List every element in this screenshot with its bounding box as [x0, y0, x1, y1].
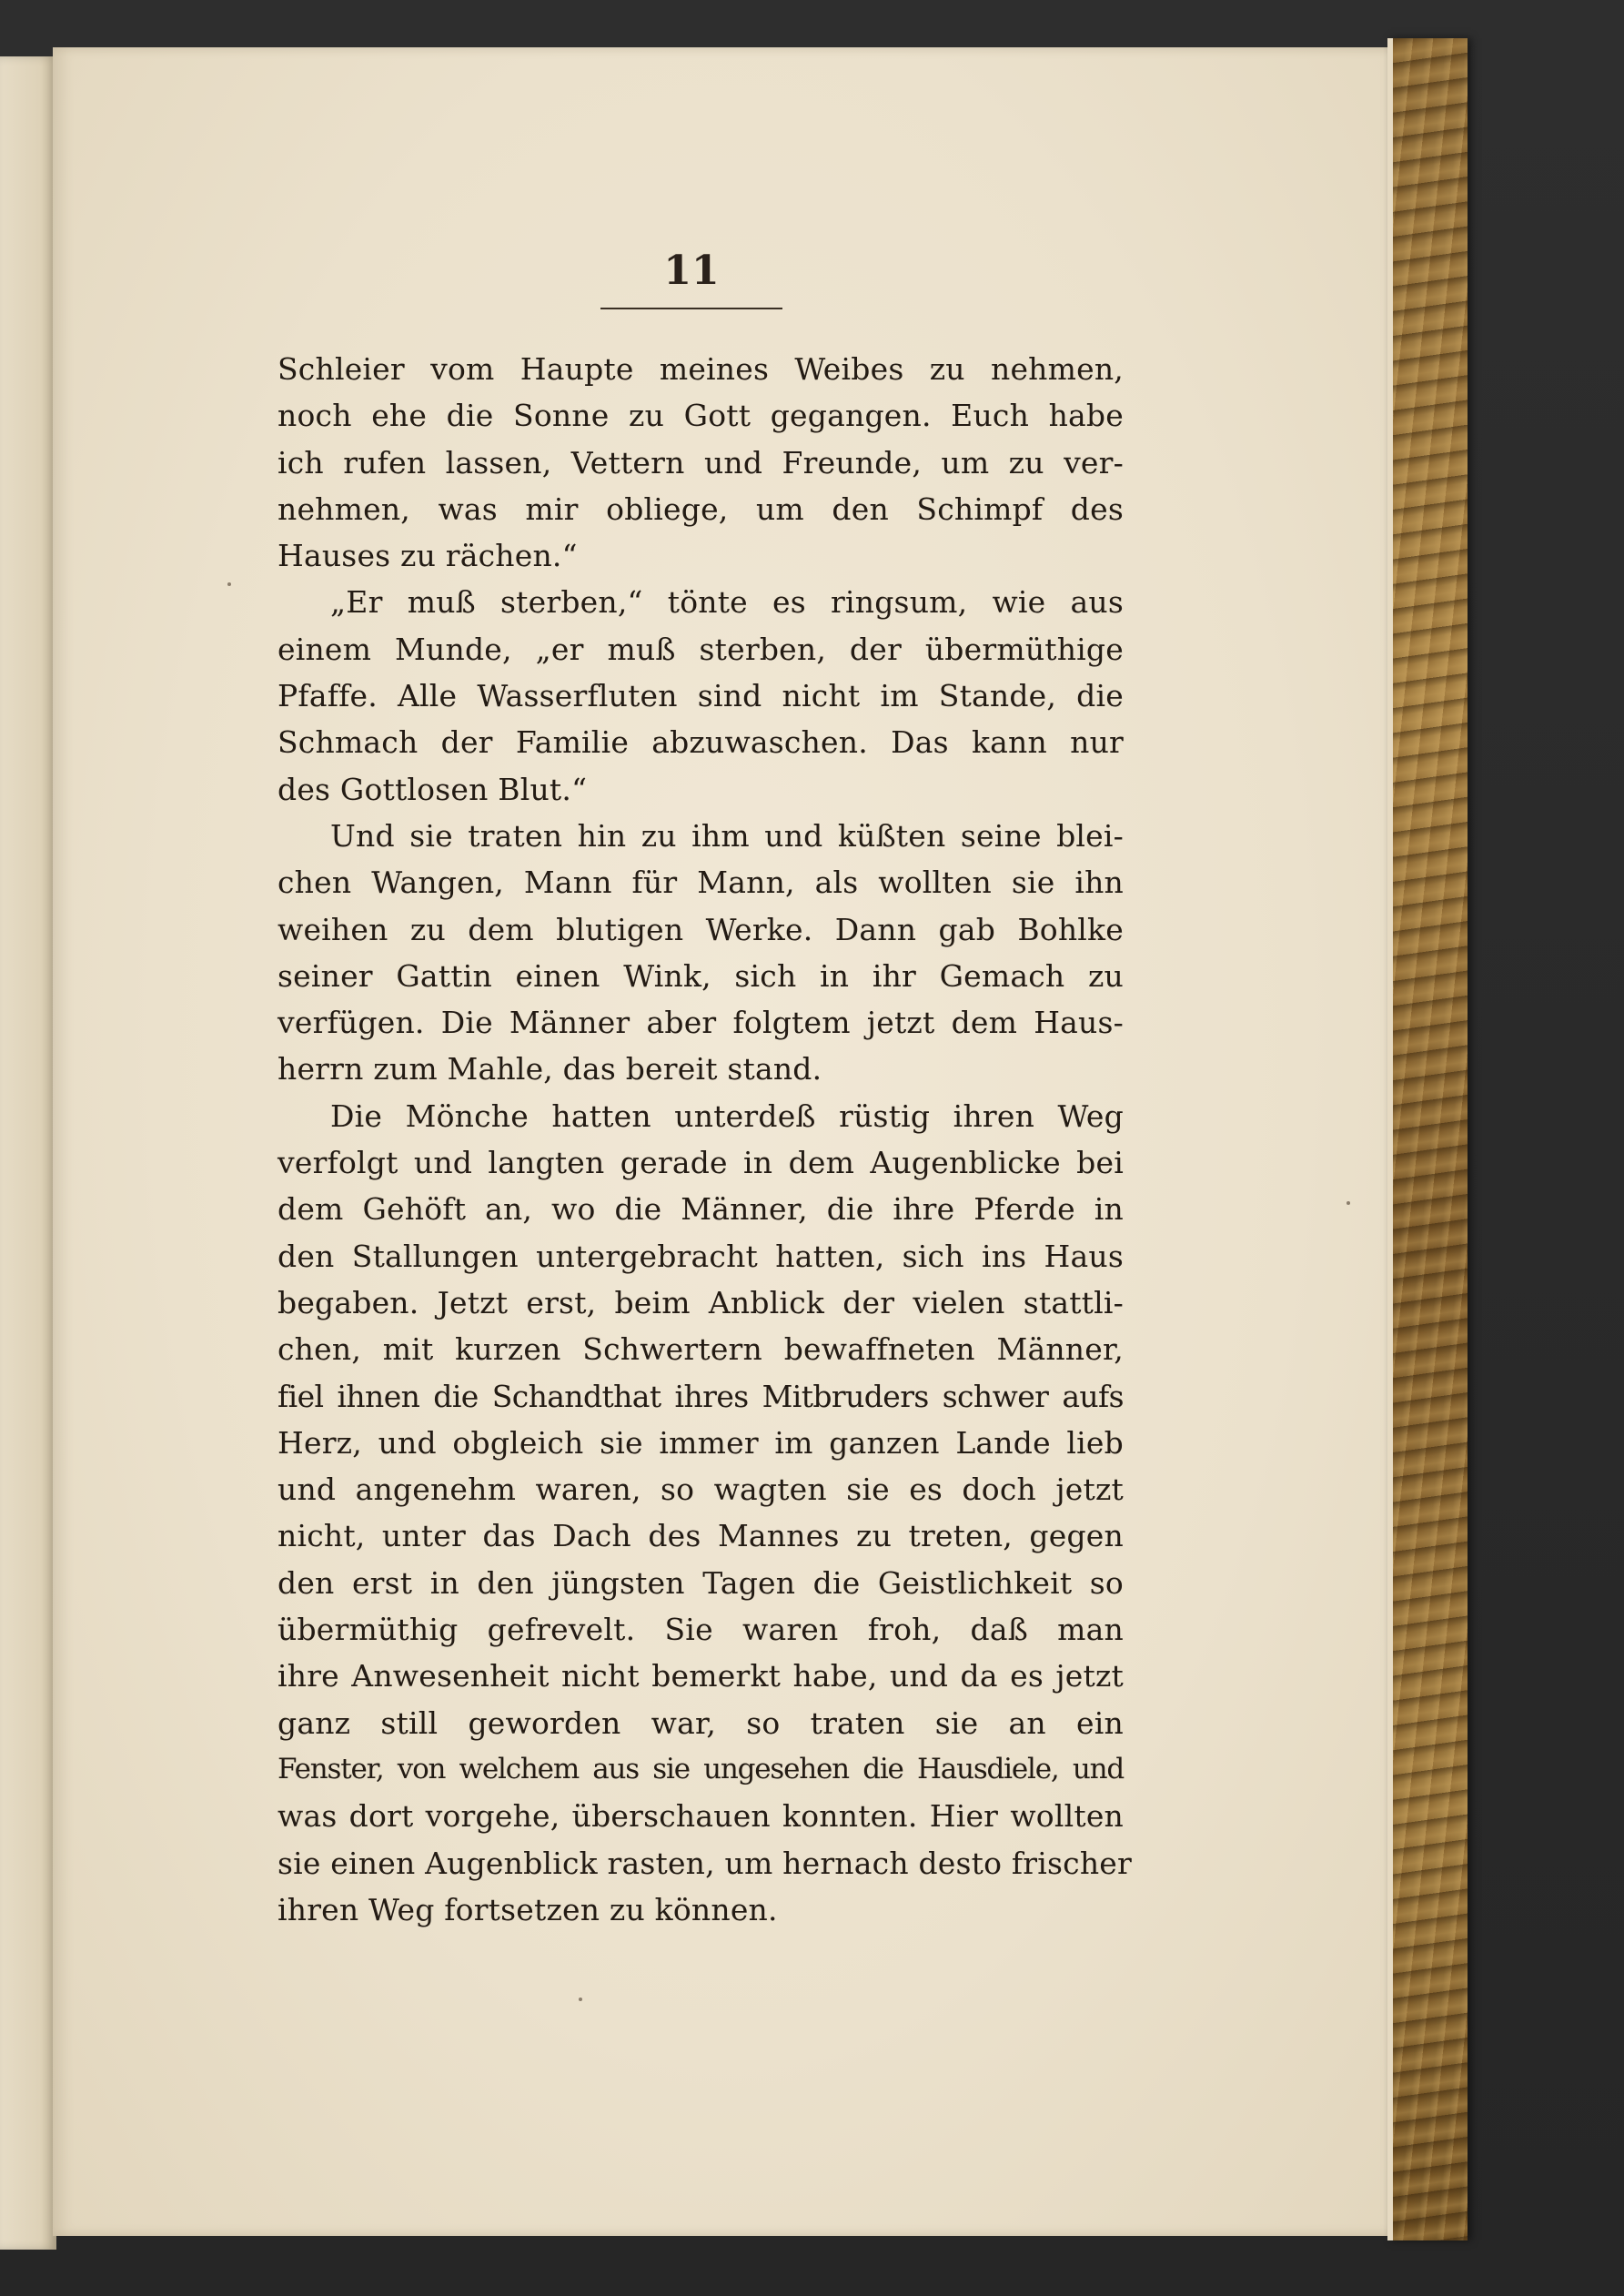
text-line: ihren Weg fortsetzen zu können. [277, 1891, 778, 1927]
text-line: Fenster, von welchem aus sie ungesehen die Hausdiele, und [277, 1752, 1124, 1785]
paper-speck [579, 1998, 582, 2001]
paper-speck [227, 582, 231, 586]
page-number: 11 [663, 248, 720, 294]
text-line: weihen zu dem blutigen Werke. Dann gab Bohlke [277, 911, 1124, 947]
text-line: begaben. Jetzt erst, beim Anblick der vielen stattli- [277, 1284, 1124, 1320]
text-line: was dort vorgehe, überschauen konnten. Hier wollten [277, 1798, 1124, 1835]
text-line: verfügen. Die Männer aber folgtem jetzt dem Haus- [277, 1005, 1124, 1041]
marbled-cover-edge [1387, 38, 1468, 2240]
text-line: Hauses zu rächen.“ [277, 538, 578, 574]
text-line: noch ehe die Sonne zu Gott gegangen. Euch habe [277, 398, 1124, 434]
text-line: einem Munde, „er muß sterben, der übermüthige [277, 631, 1124, 667]
body-text [277, 346, 1132, 1933]
text-line: ich rufen lassen, Vettern und Freunde, um zu ver- [277, 444, 1124, 480]
text-line: Herz, und obgleich sie immer im ganzen Lande lieb [277, 1424, 1124, 1461]
text-line: herrn zum Mahle, das bereit stand. [277, 1051, 822, 1087]
text-line: nicht, unter das Dach des Mannes zu treten, gegen [277, 1518, 1124, 1554]
text-line: übermüthig gefrevelt. Sie waren froh, daß man [277, 1612, 1124, 1648]
text-line: Die Mönche hatten unterdeß rüstig ihren Weg [330, 1097, 1124, 1134]
page-number-rule [600, 308, 782, 309]
text-line: verfolgt und langten gerade in dem Augenblicke bei [277, 1145, 1124, 1181]
text-line: Pfaffe. Alle Wasserfluten sind nicht im Stande, die [277, 678, 1124, 714]
text-line: ganz still geworden war, so traten sie an ein [277, 1704, 1124, 1741]
text-line: nehmen, was mir obliege, um den Schimpf des [277, 491, 1124, 527]
text-line: den erst in den jüngsten Tagen die Geistlichkeit so [277, 1564, 1124, 1601]
text-line: chen Wangen, Mann für Mann, als wollten sie ihn [277, 865, 1124, 901]
text-line: Schmach der Familie abzuwaschen. Das kann nur [277, 724, 1124, 761]
text-line: seiner Gattin einen Wink, sich in ihr Gemach zu [277, 957, 1124, 994]
text-line: Schleier vom Haupte meines Weibes zu nehmen, [277, 351, 1124, 387]
text-line: und angenehm waren, so wagten sie es doch jetzt [277, 1472, 1124, 1508]
text-line: „Er muß sterben,“ tönte es ringsum, wie aus [330, 584, 1124, 621]
text-line: ihre Anwesenheit nicht bemerkt habe, und da es jetzt [277, 1658, 1124, 1694]
text-line: dem Gehöft an, wo die Männer, die ihre Pferde in [277, 1191, 1124, 1228]
text-line: des Gottlosen Blut.“ [277, 771, 588, 807]
paper-speck [1347, 1201, 1350, 1205]
text-line: sie einen Augenblick rasten, um hernach desto frischer [277, 1845, 1132, 1881]
previous-page-edge [0, 56, 56, 2250]
text-line: fiel ihnen die Schandthat ihres Mitbruders schwer aufs [277, 1378, 1124, 1414]
text-line: chen, mit kurzen Schwertern bewaffneten Männer, [277, 1331, 1124, 1368]
text-line: den Stallungen untergebracht hatten, sich ins Haus [277, 1238, 1124, 1274]
text-line: Und sie traten hin zu ihm und küßten seine blei- [330, 817, 1124, 854]
